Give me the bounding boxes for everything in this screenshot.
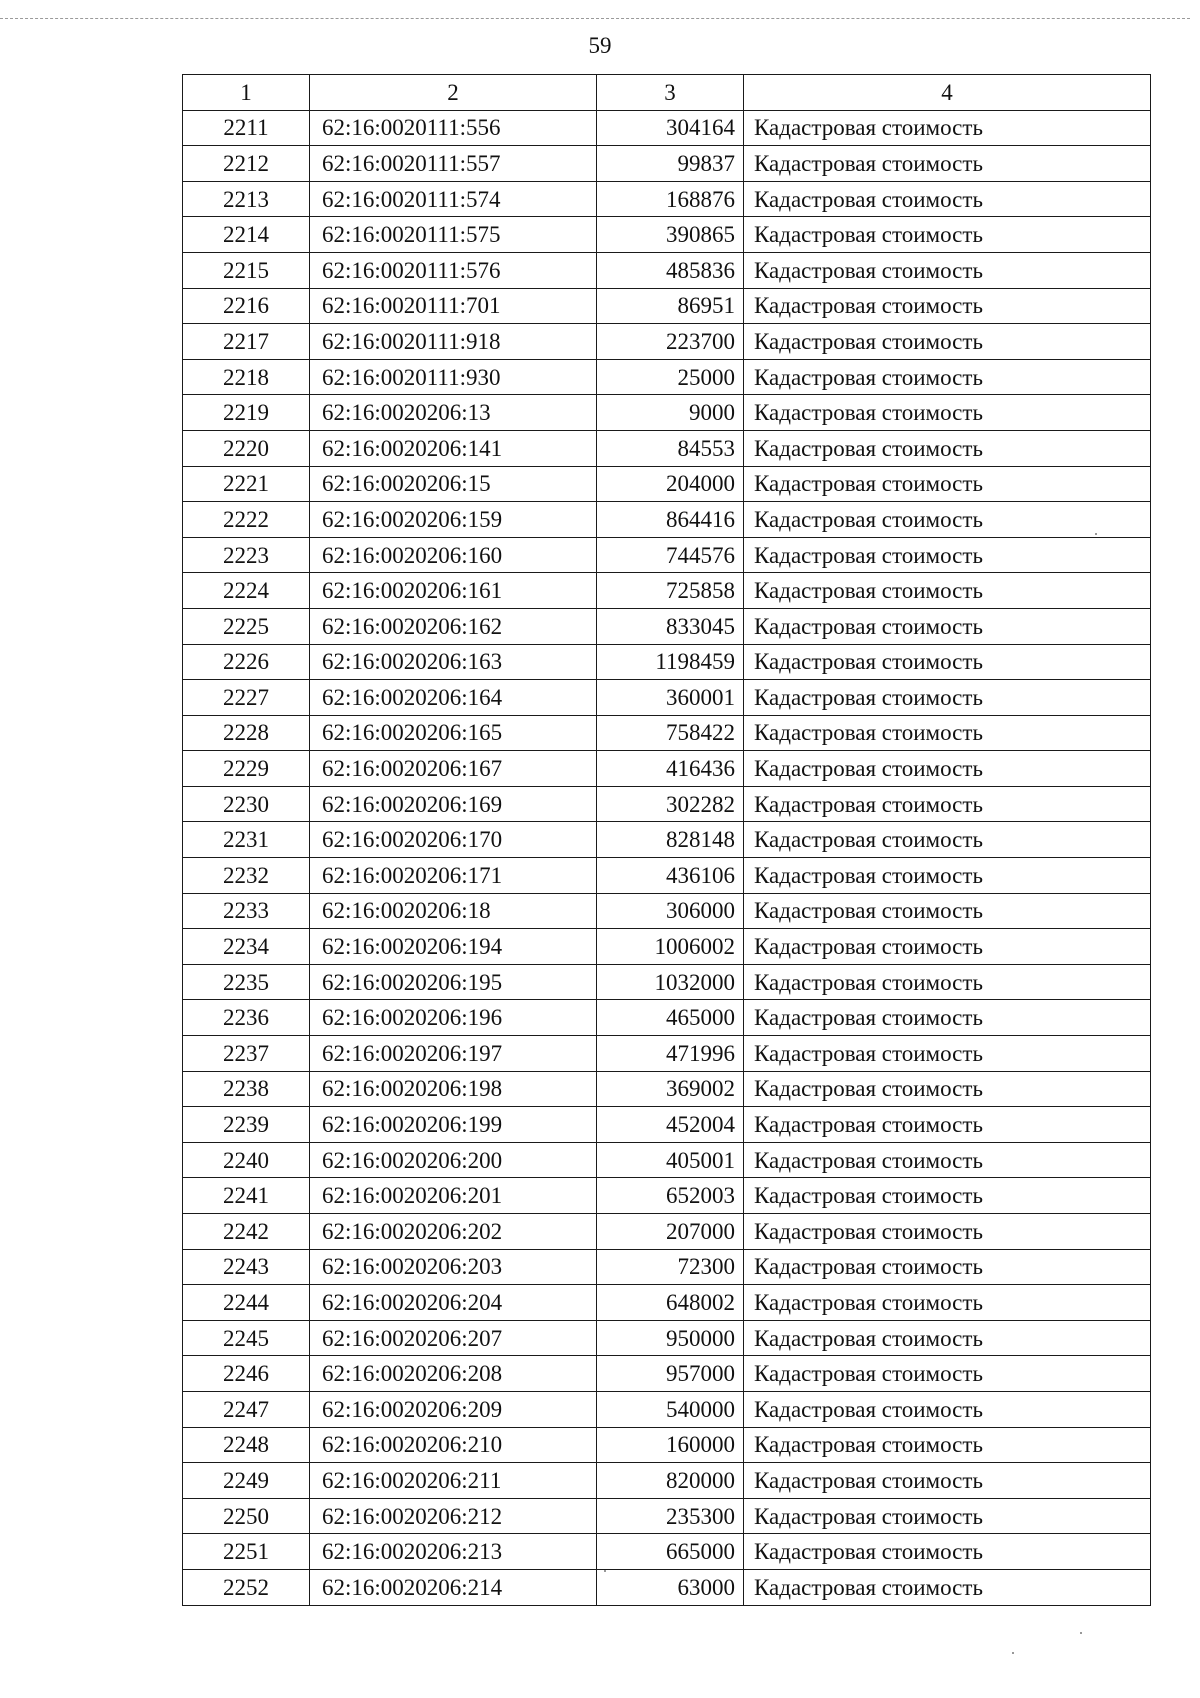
- value-type-cell: Кадастровая стоимость: [744, 395, 1151, 431]
- value-cell: 204000: [597, 466, 744, 502]
- value-type-cell: Кадастровая стоимость: [744, 466, 1151, 502]
- table-row: [183, 1427, 1151, 1463]
- value-type-cell: Кадастровая стоимость: [744, 1000, 1151, 1036]
- table-row: [183, 1320, 1151, 1356]
- row-number-cell: 2217: [183, 324, 310, 360]
- value-cell: 744576: [597, 537, 744, 573]
- value-type-cell: Кадастровая стоимость: [744, 181, 1151, 217]
- value-cell: 369002: [597, 1071, 744, 1107]
- row-number-cell: 2245: [183, 1320, 310, 1356]
- cadastral-number-cell: 62:16:0020206:169: [310, 786, 597, 822]
- cadastral-number-cell: 62:16:0020206:195: [310, 964, 597, 1000]
- row-number-cell: 2244: [183, 1285, 310, 1321]
- table-row: [183, 1142, 1151, 1178]
- value-cell: 540000: [597, 1391, 744, 1427]
- value-cell: 160000: [597, 1427, 744, 1463]
- table-row: [183, 217, 1151, 253]
- table-row: [183, 573, 1151, 609]
- cadastral-number-cell: 62:16:0020206:18: [310, 893, 597, 929]
- row-number-cell: 2247: [183, 1391, 310, 1427]
- table-row: [183, 110, 1151, 146]
- scan-speck: [1012, 1652, 1014, 1654]
- cadastral-number-cell: 62:16:0020206:211: [310, 1463, 597, 1499]
- cadastral-number-cell: 62:16:0020111:575: [310, 217, 597, 253]
- value-cell: 304164: [597, 110, 744, 146]
- table-row: [183, 1391, 1151, 1427]
- value-type-cell: Кадастровая стоимость: [744, 1178, 1151, 1214]
- row-number-cell: 2211: [183, 110, 310, 146]
- value-cell: 833045: [597, 608, 744, 644]
- scan-speck: [1080, 1632, 1082, 1634]
- table-row: [183, 288, 1151, 324]
- row-number-cell: 2214: [183, 217, 310, 253]
- row-number-cell: 2237: [183, 1036, 310, 1072]
- row-number-cell: 2223: [183, 537, 310, 573]
- value-cell: 207000: [597, 1214, 744, 1250]
- value-type-cell: Кадастровая стоимость: [744, 502, 1151, 538]
- row-number-cell: 2242: [183, 1214, 310, 1250]
- cadastral-number-cell: 62:16:0020111:556: [310, 110, 597, 146]
- row-number-cell: 2239: [183, 1107, 310, 1143]
- table-row: [183, 1249, 1151, 1285]
- value-type-cell: Кадастровая стоимость: [744, 573, 1151, 609]
- row-number-cell: 2219: [183, 395, 310, 431]
- cadastral-number-cell: 62:16:0020111:574: [310, 181, 597, 217]
- value-cell: 652003: [597, 1178, 744, 1214]
- value-cell: 665000: [597, 1534, 744, 1570]
- cadastral-number-cell: 62:16:0020206:201: [310, 1178, 597, 1214]
- value-type-cell: Кадастровая стоимость: [744, 1071, 1151, 1107]
- table-row: [183, 680, 1151, 716]
- column-header-3: 3: [597, 75, 744, 111]
- table-row: [183, 1107, 1151, 1143]
- cadastral-number-cell: 62:16:0020206:203: [310, 1249, 597, 1285]
- value-cell: 648002: [597, 1285, 744, 1321]
- value-cell: 828148: [597, 822, 744, 858]
- table-row: [183, 644, 1151, 680]
- table-row: [183, 786, 1151, 822]
- value-cell: 86951: [597, 288, 744, 324]
- cadastral-number-cell: 62:16:0020206:209: [310, 1391, 597, 1427]
- row-number-cell: 2229: [183, 751, 310, 787]
- value-cell: 306000: [597, 893, 744, 929]
- table-row: [183, 715, 1151, 751]
- value-cell: 302282: [597, 786, 744, 822]
- value-cell: 223700: [597, 324, 744, 360]
- row-number-cell: 2221: [183, 466, 310, 502]
- cadastral-number-cell: 62:16:0020206:204: [310, 1285, 597, 1321]
- row-number-cell: 2218: [183, 359, 310, 395]
- cadastral-number-cell: 62:16:0020111:557: [310, 146, 597, 182]
- value-type-cell: Кадастровая стоимость: [744, 1498, 1151, 1534]
- column-header-4: 4: [744, 75, 1151, 111]
- table-row: [183, 181, 1151, 217]
- value-type-cell: Кадастровая стоимость: [744, 1036, 1151, 1072]
- table-row: [183, 1178, 1151, 1214]
- cadastral-number-cell: 62:16:0020206:198: [310, 1071, 597, 1107]
- table-row: [183, 146, 1151, 182]
- table-row: [183, 252, 1151, 288]
- cadastral-number-cell: 62:16:0020206:210: [310, 1427, 597, 1463]
- value-cell: 9000: [597, 395, 744, 431]
- table-row: [183, 893, 1151, 929]
- row-number-cell: 2241: [183, 1178, 310, 1214]
- value-type-cell: Кадастровая стоимость: [744, 1391, 1151, 1427]
- row-number-cell: 2240: [183, 1142, 310, 1178]
- value-cell: 416436: [597, 751, 744, 787]
- value-type-cell: Кадастровая стоимость: [744, 252, 1151, 288]
- value-cell: 1032000: [597, 964, 744, 1000]
- value-type-cell: Кадастровая стоимость: [744, 1285, 1151, 1321]
- row-number-cell: 2213: [183, 181, 310, 217]
- row-number-cell: 2220: [183, 430, 310, 466]
- table-row: [183, 1534, 1151, 1570]
- table-row: [183, 1569, 1151, 1605]
- table-row: [183, 1036, 1151, 1072]
- row-number-cell: 2215: [183, 252, 310, 288]
- cadastral-number-cell: 62:16:0020206:159: [310, 502, 597, 538]
- table-row: [183, 1214, 1151, 1250]
- cadastral-number-cell: 62:16:0020111:576: [310, 252, 597, 288]
- cadastral-number-cell: 62:16:0020206:160: [310, 537, 597, 573]
- row-number-cell: 2250: [183, 1498, 310, 1534]
- value-cell: 1006002: [597, 929, 744, 965]
- row-number-cell: 2230: [183, 786, 310, 822]
- value-type-cell: Кадастровая стоимость: [744, 1427, 1151, 1463]
- value-type-cell: Кадастровая стоимость: [744, 858, 1151, 894]
- value-cell: 63000: [597, 1569, 744, 1605]
- value-cell: 1198459: [597, 644, 744, 680]
- cadastral-number-cell: 62:16:0020206:197: [310, 1036, 597, 1072]
- cadastral-number-cell: 62:16:0020206:161: [310, 573, 597, 609]
- value-cell: 452004: [597, 1107, 744, 1143]
- value-type-cell: Кадастровая стоимость: [744, 680, 1151, 716]
- cadastral-number-cell: 62:16:0020206:202: [310, 1214, 597, 1250]
- value-type-cell: Кадастровая стоимость: [744, 324, 1151, 360]
- row-number-cell: 2227: [183, 680, 310, 716]
- table-row: [183, 502, 1151, 538]
- table-row: [183, 1463, 1151, 1499]
- value-cell: 465000: [597, 1000, 744, 1036]
- table-row: [183, 822, 1151, 858]
- cadastral-number-cell: 62:16:0020206:141: [310, 430, 597, 466]
- row-number-cell: 2232: [183, 858, 310, 894]
- row-number-cell: 2233: [183, 893, 310, 929]
- cadastral-number-cell: 62:16:0020206:15: [310, 466, 597, 502]
- table-row: [183, 1000, 1151, 1036]
- value-type-cell: Кадастровая стоимость: [744, 822, 1151, 858]
- table-row: [183, 1071, 1151, 1107]
- value-type-cell: Кадастровая стоимость: [744, 964, 1151, 1000]
- row-number-cell: 2249: [183, 1463, 310, 1499]
- value-cell: 485836: [597, 252, 744, 288]
- table-header-row: [183, 75, 1151, 111]
- value-cell: 957000: [597, 1356, 744, 1392]
- cadastral-number-cell: 62:16:0020206:196: [310, 1000, 597, 1036]
- row-number-cell: 2236: [183, 1000, 310, 1036]
- value-type-cell: Кадастровая стоимость: [744, 537, 1151, 573]
- row-number-cell: 2238: [183, 1071, 310, 1107]
- value-type-cell: Кадастровая стоимость: [744, 1356, 1151, 1392]
- value-type-cell: Кадастровая стоимость: [744, 715, 1151, 751]
- value-type-cell: Кадастровая стоимость: [744, 1142, 1151, 1178]
- value-type-cell: Кадастровая стоимость: [744, 1214, 1151, 1250]
- value-type-cell: Кадастровая стоимость: [744, 1569, 1151, 1605]
- row-number-cell: 2225: [183, 608, 310, 644]
- table-row: [183, 466, 1151, 502]
- cadastral-number-cell: 62:16:0020206:208: [310, 1356, 597, 1392]
- cadastral-number-cell: 62:16:0020206:214: [310, 1569, 597, 1605]
- value-type-cell: Кадастровая стоимость: [744, 1463, 1151, 1499]
- value-type-cell: Кадастровая стоимость: [744, 110, 1151, 146]
- table-row: [183, 1498, 1151, 1534]
- scan-speck: [604, 1570, 606, 1572]
- value-type-cell: Кадастровая стоимость: [744, 359, 1151, 395]
- table-row: [183, 324, 1151, 360]
- value-cell: 84553: [597, 430, 744, 466]
- cadastral-number-cell: 62:16:0020206:163: [310, 644, 597, 680]
- value-cell: 405001: [597, 1142, 744, 1178]
- value-cell: 235300: [597, 1498, 744, 1534]
- table-row: [183, 1285, 1151, 1321]
- row-number-cell: 2212: [183, 146, 310, 182]
- value-type-cell: Кадастровая стоимость: [744, 430, 1151, 466]
- scan-edge-line: [0, 18, 1190, 19]
- table-row: [183, 359, 1151, 395]
- table-row: [183, 537, 1151, 573]
- cadastral-number-cell: 62:16:0020111:701: [310, 288, 597, 324]
- value-type-cell: Кадастровая стоимость: [744, 608, 1151, 644]
- row-number-cell: 2252: [183, 1569, 310, 1605]
- table-body: [183, 110, 1151, 1605]
- value-cell: 72300: [597, 1249, 744, 1285]
- row-number-cell: 2248: [183, 1427, 310, 1463]
- value-type-cell: Кадастровая стоимость: [744, 288, 1151, 324]
- value-cell: 950000: [597, 1320, 744, 1356]
- value-cell: 471996: [597, 1036, 744, 1072]
- row-number-cell: 2246: [183, 1356, 310, 1392]
- row-number-cell: 2228: [183, 715, 310, 751]
- value-type-cell: Кадастровая стоимость: [744, 644, 1151, 680]
- table-row: [183, 1356, 1151, 1392]
- value-type-cell: Кадастровая стоимость: [744, 751, 1151, 787]
- cadastral-number-cell: 62:16:0020206:162: [310, 608, 597, 644]
- value-cell: 99837: [597, 146, 744, 182]
- table-row: [183, 395, 1151, 431]
- value-cell: 390865: [597, 217, 744, 253]
- table-row: [183, 858, 1151, 894]
- value-type-cell: Кадастровая стоимость: [744, 1249, 1151, 1285]
- value-type-cell: Кадастровая стоимость: [744, 1320, 1151, 1356]
- cadastral-value-table: [182, 74, 1151, 1606]
- table-row: [183, 608, 1151, 644]
- value-cell: 758422: [597, 715, 744, 751]
- row-number-cell: 2231: [183, 822, 310, 858]
- cadastral-number-cell: 62:16:0020206:200: [310, 1142, 597, 1178]
- value-type-cell: Кадастровая стоимость: [744, 146, 1151, 182]
- scan-speck: [1095, 533, 1097, 535]
- cadastral-number-cell: 62:16:0020206:212: [310, 1498, 597, 1534]
- value-cell: 360001: [597, 680, 744, 716]
- row-number-cell: 2226: [183, 644, 310, 680]
- row-number-cell: 2243: [183, 1249, 310, 1285]
- row-number-cell: 2251: [183, 1534, 310, 1570]
- page-number: 59: [588, 33, 612, 58]
- value-type-cell: Кадастровая стоимость: [744, 1534, 1151, 1570]
- value-cell: 725858: [597, 573, 744, 609]
- row-number-cell: 2235: [183, 964, 310, 1000]
- value-cell: 436106: [597, 858, 744, 894]
- cadastral-number-cell: 62:16:0020206:194: [310, 929, 597, 965]
- cadastral-number-cell: 62:16:0020206:167: [310, 751, 597, 787]
- cadastral-number-cell: 62:16:0020206:171: [310, 858, 597, 894]
- cadastral-number-cell: 62:16:0020206:165: [310, 715, 597, 751]
- table-row: [183, 929, 1151, 965]
- column-header-2: 2: [310, 75, 597, 111]
- table-row: [183, 964, 1151, 1000]
- cadastral-number-cell: 62:16:0020111:930: [310, 359, 597, 395]
- table-row: [183, 751, 1151, 787]
- value-cell: 864416: [597, 502, 744, 538]
- value-type-cell: Кадастровая стоимость: [744, 1107, 1151, 1143]
- registry-table-container: [182, 74, 1151, 1606]
- value-cell: 168876: [597, 181, 744, 217]
- row-number-cell: 2224: [183, 573, 310, 609]
- cadastral-number-cell: 62:16:0020206:207: [310, 1320, 597, 1356]
- cadastral-number-cell: 62:16:0020206:13: [310, 395, 597, 431]
- cadastral-number-cell: 62:16:0020111:918: [310, 324, 597, 360]
- cadastral-number-cell: 62:16:0020206:199: [310, 1107, 597, 1143]
- value-cell: 820000: [597, 1463, 744, 1499]
- row-number-cell: 2216: [183, 288, 310, 324]
- value-type-cell: Кадастровая стоимость: [744, 929, 1151, 965]
- table-row: [183, 430, 1151, 466]
- value-cell: 25000: [597, 359, 744, 395]
- row-number-cell: 2222: [183, 502, 310, 538]
- cadastral-number-cell: 62:16:0020206:213: [310, 1534, 597, 1570]
- value-type-cell: Кадастровая стоимость: [744, 217, 1151, 253]
- cadastral-number-cell: 62:16:0020206:170: [310, 822, 597, 858]
- value-type-cell: Кадастровая стоимость: [744, 786, 1151, 822]
- row-number-cell: 2234: [183, 929, 310, 965]
- value-type-cell: Кадастровая стоимость: [744, 893, 1151, 929]
- column-header-1: 1: [183, 75, 310, 111]
- cadastral-number-cell: 62:16:0020206:164: [310, 680, 597, 716]
